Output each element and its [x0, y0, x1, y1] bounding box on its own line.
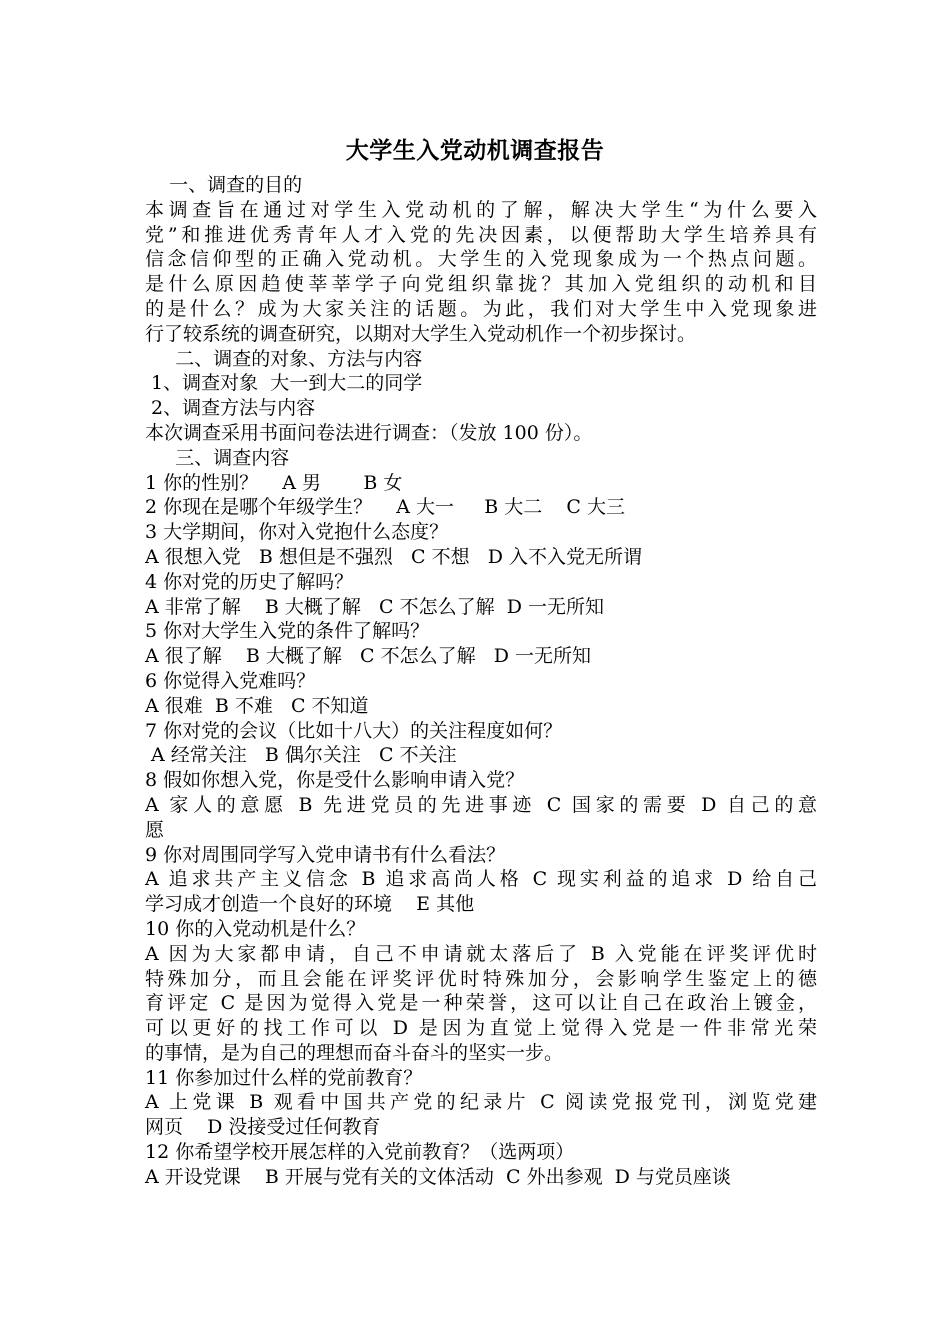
text-line: 6 你觉得入党难吗？: [145, 669, 316, 692]
text-line: A 很难 B 不难 C 不知道: [145, 694, 369, 717]
text-line: 的事情，是为自己的理想而奋斗奋斗的坚实一步。: [145, 1041, 564, 1064]
text-line: 党”和推进优秀青年人才入党的先决因素，以便帮助大学生培养具有: [145, 223, 817, 246]
text-line: 二、调查的对象、方法与内容: [145, 347, 423, 370]
text-line: 1、调查对象 大一到大二的同学: [145, 372, 423, 395]
text-line: 三、调查内容: [145, 446, 290, 469]
document-body: [145, 173, 817, 1190]
text-line: 7 你对党的会议（比如十八大）的关注程度如何？: [145, 719, 563, 742]
text-line: 10 你的入党动机是什么？: [145, 917, 366, 940]
text-line: 行了较系统的调查研究，以期对大学生入党动机作一个初步探讨。: [145, 322, 697, 345]
text-line: 5 你对大学生入党的条件了解吗？: [145, 620, 430, 643]
text-line: A 经常关注 B 偶尔关注 C 不关注: [145, 744, 457, 767]
text-line: A 上党课 B 观看中国共产党的纪录片 C 阅读党报党刊，浏览党建: [145, 1091, 817, 1114]
text-line: 4 你对党的历史了解吗？: [145, 570, 354, 593]
text-line: 信念信仰型的正确入党动机。大学生的入党现象成为一个热点问题。: [145, 248, 817, 271]
text-line: 的是什么？成为大家关注的话题。为此，我们对大学生中入党现象进: [145, 297, 817, 320]
text-line: 12 你希望学校开展怎样的入党前教育？（选两项）: [145, 1141, 575, 1164]
text-line: 一、调查的目的: [145, 174, 303, 196]
text-line: A 追求共产主义信念 B 追求高尚人格 C 现实利益的追求 D 给自己: [145, 868, 817, 891]
text-line: A 家人的意愿 B 先进党员的先进事迹 C 国家的需要 D 自己的意: [145, 793, 817, 816]
text-line: 学习成才创造一个良好的环境 E 其他: [145, 893, 475, 916]
text-line: 11 你参加过什么样的党前教育？: [145, 1066, 423, 1089]
text-line: 愿: [145, 818, 165, 841]
text-line: 特殊加分，而且会能在评奖评优时特殊加分，会影响学生鉴定上的德: [145, 967, 817, 990]
text-line: 是什么原因趋使莘莘学子向党组织靠拢？其加入党组织的动机和目: [145, 273, 817, 296]
text-line: 8 假如你想入党，你是受什么影响申请入党？: [145, 769, 525, 792]
text-line: 本次调查采用书面问卷法进行调查：（发放 100 份）。: [145, 421, 593, 444]
document-title: 大学生入党动机调查报告: [345, 138, 605, 164]
text-line: A 非常了解 B 大概了解 C 不怎么了解 D 一无所知: [145, 595, 604, 618]
text-line: 网页 D 没接受过任何教育: [145, 1116, 381, 1139]
text-line: A 因为大家都申请，自己不申请就太落后了 B 入党能在评奖评优时: [145, 942, 817, 965]
text-line: 本调查旨在通过对学生入党动机的了解，解决大学生“为什么要入: [145, 198, 817, 221]
text-line: 2 你现在是哪个年级学生？ A 大一 B 大二 C 大三: [145, 496, 625, 519]
text-line: 可以更好的找工作可以 D 是因为直觉上觉得入党是一件非常光荣: [145, 1017, 817, 1040]
text-line: A 很了解 B 大概了解 C 不怎么了解 D 一无所知: [145, 645, 592, 668]
text-line: A 很想入党 B 想但是不强烈 C 不想 D 入不入党无所谓: [145, 545, 642, 568]
text-line: 1 你的性别？ A 男 B 女: [145, 471, 403, 494]
text-line: 2、调查方法与内容: [145, 397, 316, 420]
text-line: A 开设党课 B 开展与党有关的文体活动 C 外出参观 D 与党员座谈: [145, 1165, 731, 1188]
text-line: 9 你对周围同学写入党申请书有什么看法？: [145, 843, 506, 866]
text-line: 育评定 C 是因为觉得入党是一种荣誉，这可以让自己在政治上镀金，: [145, 992, 817, 1015]
text-line: 3 大学期间，你对入党抱什么态度？: [145, 521, 449, 544]
